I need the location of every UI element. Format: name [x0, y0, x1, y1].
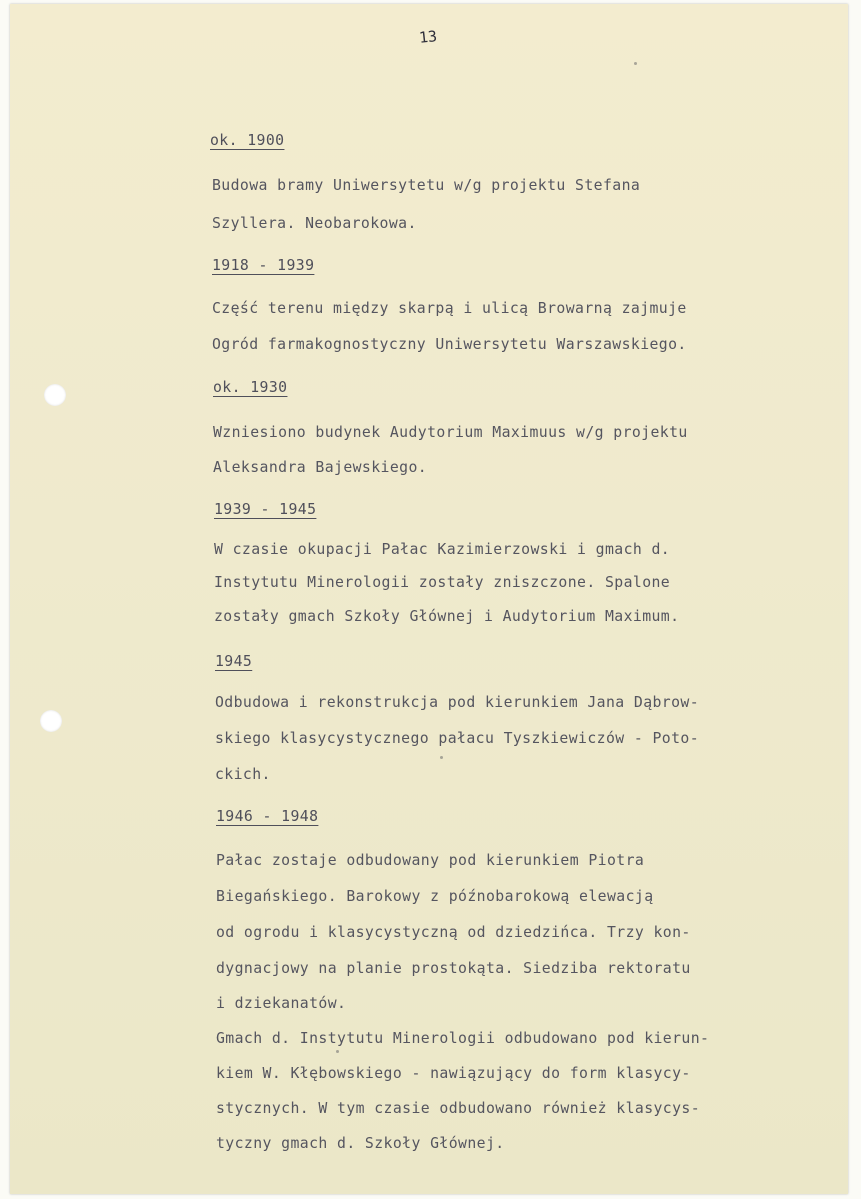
entry-text-line: Ogród farmakognostyczny Uniwersytetu Warszawskiego.	[212, 336, 687, 353]
entry-text-line: ckich.	[215, 766, 271, 783]
document-page	[10, 4, 848, 1194]
entry-date: 1945	[215, 653, 253, 670]
entry-text-line: skiego klasycystycznego pałacu Tyszkiewiczów - Poto-	[215, 730, 700, 747]
entry-date: 1939 - 1945	[214, 501, 317, 518]
ink-speck	[634, 62, 637, 65]
entry-text-line: Część terenu między skarpą i ulicą Browarną zajmuje	[212, 300, 687, 317]
entry-date: 1946 - 1948	[216, 808, 319, 825]
entry-text-line: Instytutu Minerologii zostały zniszczone. Spalone	[214, 574, 671, 591]
entry-text-line: kiem W. Kłębowskiego - nawiązujący do form klasycy-	[216, 1065, 691, 1082]
entry-date: ok. 1900	[210, 132, 285, 149]
entry-text-line: zostały gmach Szkoły Głównej i Audytorium Maximum.	[214, 608, 680, 625]
ink-speck	[440, 756, 443, 759]
entry-text-line: Budowa bramy Uniwersytetu w/g projektu Stefana	[212, 177, 641, 194]
entry-date: 1918 - 1939	[212, 257, 315, 274]
page-number: 13	[418, 27, 438, 47]
punch-hole-lower	[40, 710, 62, 732]
entry-text-line: Wzniesiono budynek Audytorium Maximuus w/g projektu	[213, 424, 688, 441]
entry-text-line: W czasie okupacji Pałac Kazimierzowski i gmach d.	[214, 541, 671, 558]
entry-text-line: Gmach d. Instytutu Minerologii odbudowano pod kierun-	[216, 1030, 710, 1047]
entry-text-line: od ogrodu i klasycystyczną od dziedzińca. Trzy kon-	[216, 924, 691, 941]
entry-text-line: Szyllera. Neobarokowa.	[212, 215, 417, 232]
ink-speck	[336, 1050, 339, 1053]
entry-date: ok. 1930	[213, 379, 288, 396]
entry-text-line: Aleksandra Bajewskiego.	[213, 459, 428, 476]
entry-text-line: Pałac zostaje odbudowany pod kierunkiem Piotra	[216, 852, 645, 869]
entry-text-line: Biegańskiego. Barokowy z późnobarokową elewacją	[216, 888, 654, 905]
entry-text-line: i dziekanatów.	[216, 995, 347, 1012]
entry-text-line: Odbudowa i rekonstrukcja pod kierunkiem Jana Dąbrow-	[215, 694, 700, 711]
entry-text-line: stycznych. W tym czasie odbudowano również klasycys-	[216, 1100, 701, 1117]
punch-hole-upper	[44, 384, 66, 406]
entry-text-line: tyczny gmach d. Szkoły Głównej.	[216, 1135, 505, 1152]
entry-text-line: dygnacjowy na planie prostokąta. Siedziba rektoratu	[216, 960, 691, 977]
